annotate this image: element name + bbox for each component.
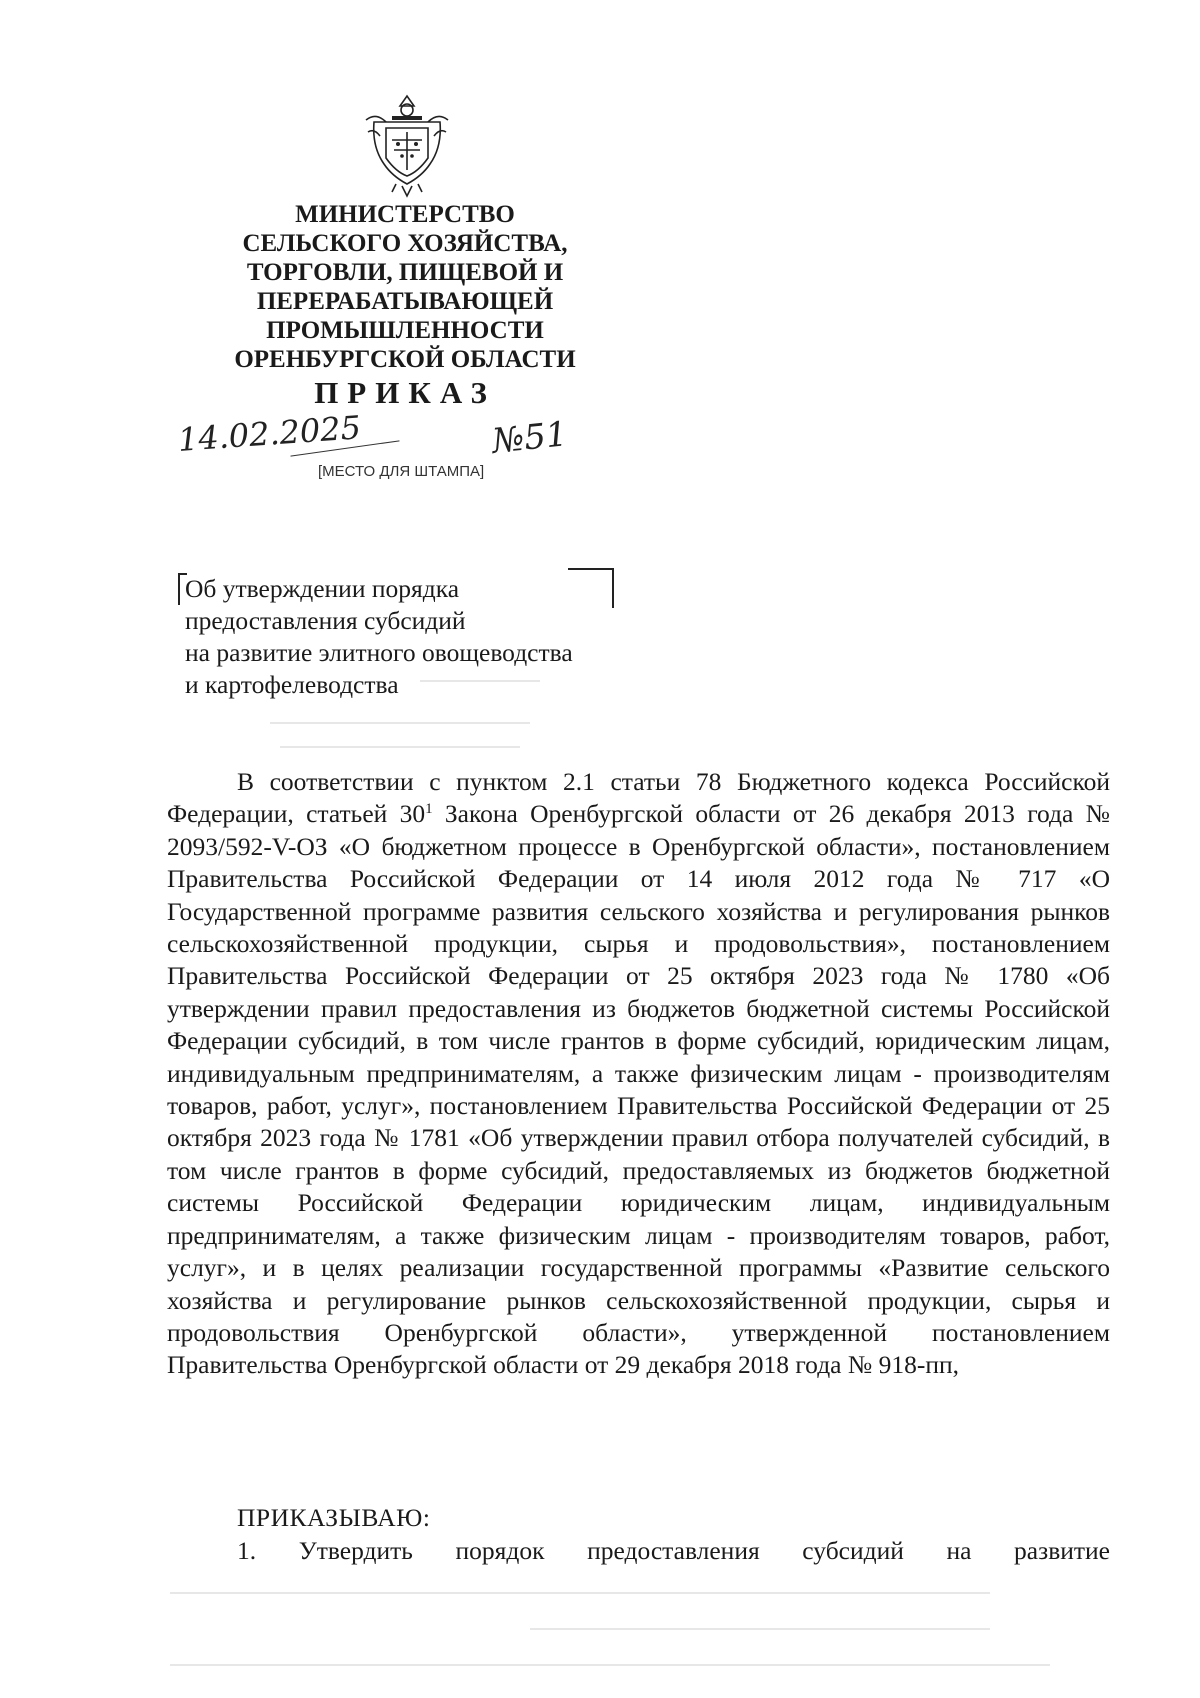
ministry-name — [180, 200, 630, 374]
ministry-line: ПЕРЕРАБАТЫВАЮЩЕЙ — [256, 288, 554, 315]
document-type-title: ПРИКАЗ — [314, 375, 496, 410]
handwritten-number: №51 — [490, 414, 570, 462]
subject-line: Об утверждении порядка — [185, 574, 460, 603]
scan-noise — [270, 722, 530, 724]
preamble-text-part1: В соответствии с пунктом 2.1 статьи 78 Бюджетного кодекса Российской Федерации, статьей 30 — [167, 767, 1110, 829]
ministry-line: ТОРГОВЛИ, ПИЩЕВОЙ И — [246, 259, 564, 286]
preamble-paragraph — [167, 766, 1110, 1382]
coat-of-arms-icon — [362, 92, 452, 200]
ministry-line: ПРОМЫШЛЕННОСТИ — [266, 317, 544, 344]
preamble-text-part2: Закона Оренбургской области от 26 декабря 2013 года № 2093/592-V-ОЗ «О бюджетном процессе в Оренбургской области», постановлением Правительства Российской Федерации от 14 июля 2012 года № 717 «О Государственной программе развития сельского хозяйства и регулирования рынков сельскохозяйственной продукции, сырья и продовольствия», постановлением Правительства Российской Федерации от 25 октября 2023 года № 1780 «Об утверждении правил предоставления из бюджетов бюджетной системы Российской Федерации субсидий, в том числе грантов в форме субсидий, юридическим лицам, индивидуальным предпринимателям, а также физическим лицам - производителям товаров, работ, услуг», постановлением Правительства Российской Федерации от 25 октября 2023 года № 1781 «Об утверждении правил отбора получателей субсидий, в том числе грантов в форме субсидий, предоставляемых из бюджетов бюджетной системы Российской Федерации юридическим лицам, индивидуальным предпринимателям, а также физическим лицам - производителям товаров, работ, услуг», и в целях реализации государственной программы «Развитие сельского хозяйства и регулирование рынков сельскохозяйственной продукции, сырья и продовольствия Оренбургской области», утвержденной постановлением Правительства Оренбургской области от 29 декабря 2018 года № 918-пп, — [167, 799, 1110, 1380]
subject-line: на развитие элитного овощеводства — [185, 638, 573, 667]
subject-bracket-right — [568, 568, 614, 608]
handwritten-date: 14.02.2025 — [176, 408, 363, 459]
scan-noise — [170, 1592, 990, 1594]
stamp-placeholder: [МЕСТО ДЛЯ ШТАМПА] — [318, 463, 485, 480]
scan-noise — [170, 1664, 1050, 1666]
order-item-1: 1. Утвердить порядок предоставления субсидий на развитие — [237, 1536, 1110, 1565]
subject-line: предоставления субсидий — [185, 606, 466, 635]
scan-noise — [530, 1628, 990, 1630]
scan-noise — [280, 746, 520, 748]
scan-noise — [420, 680, 540, 682]
ministry-line: МИНИСТЕРСТВО — [295, 201, 515, 228]
ministry-line: СЕЛЬСКОГО ХОЗЯЙСТВА, — [242, 230, 568, 257]
order-word: ПРИКАЗЫВАЮ: — [237, 1503, 431, 1532]
article-superscript: 1 — [425, 801, 433, 818]
ministry-line: ОРЕНБУРГСКОЙ ОБЛАСТИ — [234, 346, 576, 373]
subject-line: и картофелеводства — [185, 670, 399, 699]
